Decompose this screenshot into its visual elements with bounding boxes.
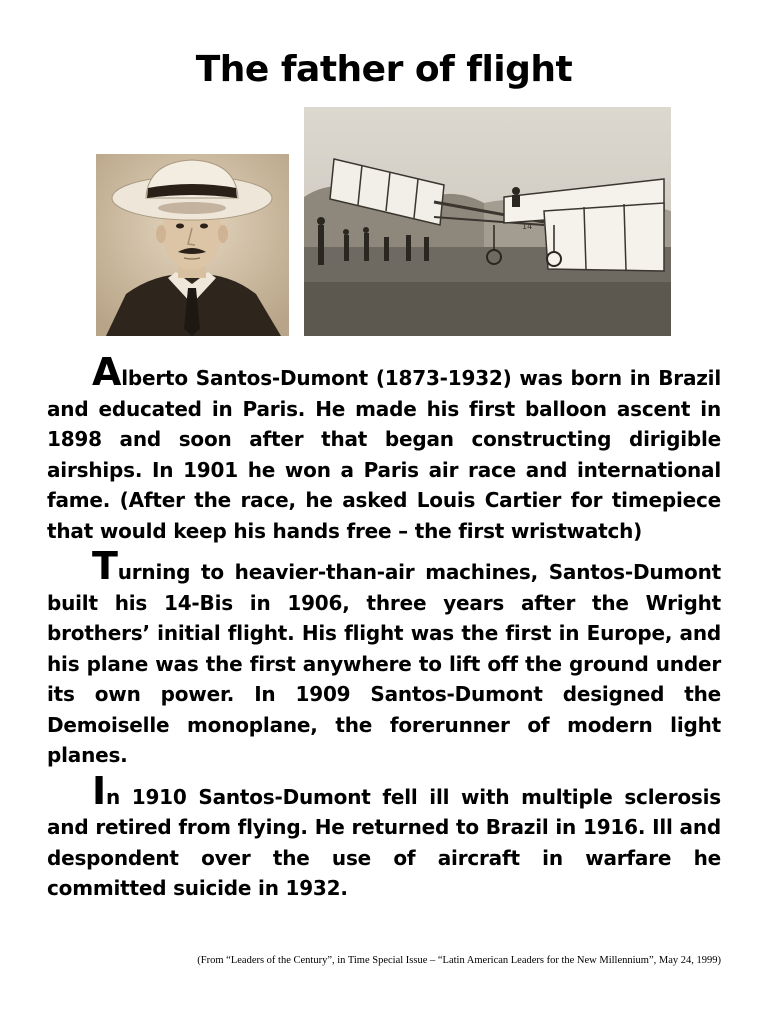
paragraph-text: urning to heavier-than-air machines, Santos-Dumont built his 14-Bis in 1906, three years after the Wright brothers’ initial flight. His flight was the first in Europe, and his plane was the first anywhere to lift off the ground under its own power. In 1909 Santos-Dumont designed the Demoiselle monoplane, the forerunner of modern light planes.	[47, 560, 721, 767]
paragraph-2	[47, 544, 721, 771]
paragraph-text: lberto Santos-Dumont (1873-1932) was born in Brazil and educated in Paris. He made his first balloon ascent in 1898 and soon after that began constructing dirigible airships. In 1901 he won a Paris air race and international fame. (After the race, he asked Louis Cartier for timepiece that would keep his hands free – the first wristwatch)	[47, 366, 721, 543]
paragraph-text: n 1910 Santos-Dumont fell ill with multiple sclerosis and retired from flying. He returned to Brazil in 1916. Ill and despondent over the use of aircraft in warfare he committed suicide in 1932.	[47, 784, 721, 900]
article-body	[47, 350, 721, 914]
source-citation: (From “Leaders of the Century”, in Time Special Issue – “Latin American Leaders for the New Millennium”, May 24, 1999)	[197, 955, 721, 966]
svg-text:14: 14	[522, 222, 533, 231]
paragraph-1	[47, 350, 721, 546]
portrait-icon	[96, 154, 289, 336]
drop-cap: I	[92, 768, 106, 813]
paragraph-3	[47, 768, 721, 904]
page-title: The father of flight	[195, 49, 573, 90]
portrait-photo	[96, 154, 289, 336]
plane-photo	[304, 107, 671, 336]
drop-cap: T	[92, 544, 118, 588]
drop-cap: A	[92, 350, 122, 394]
biplane-icon	[304, 107, 671, 336]
